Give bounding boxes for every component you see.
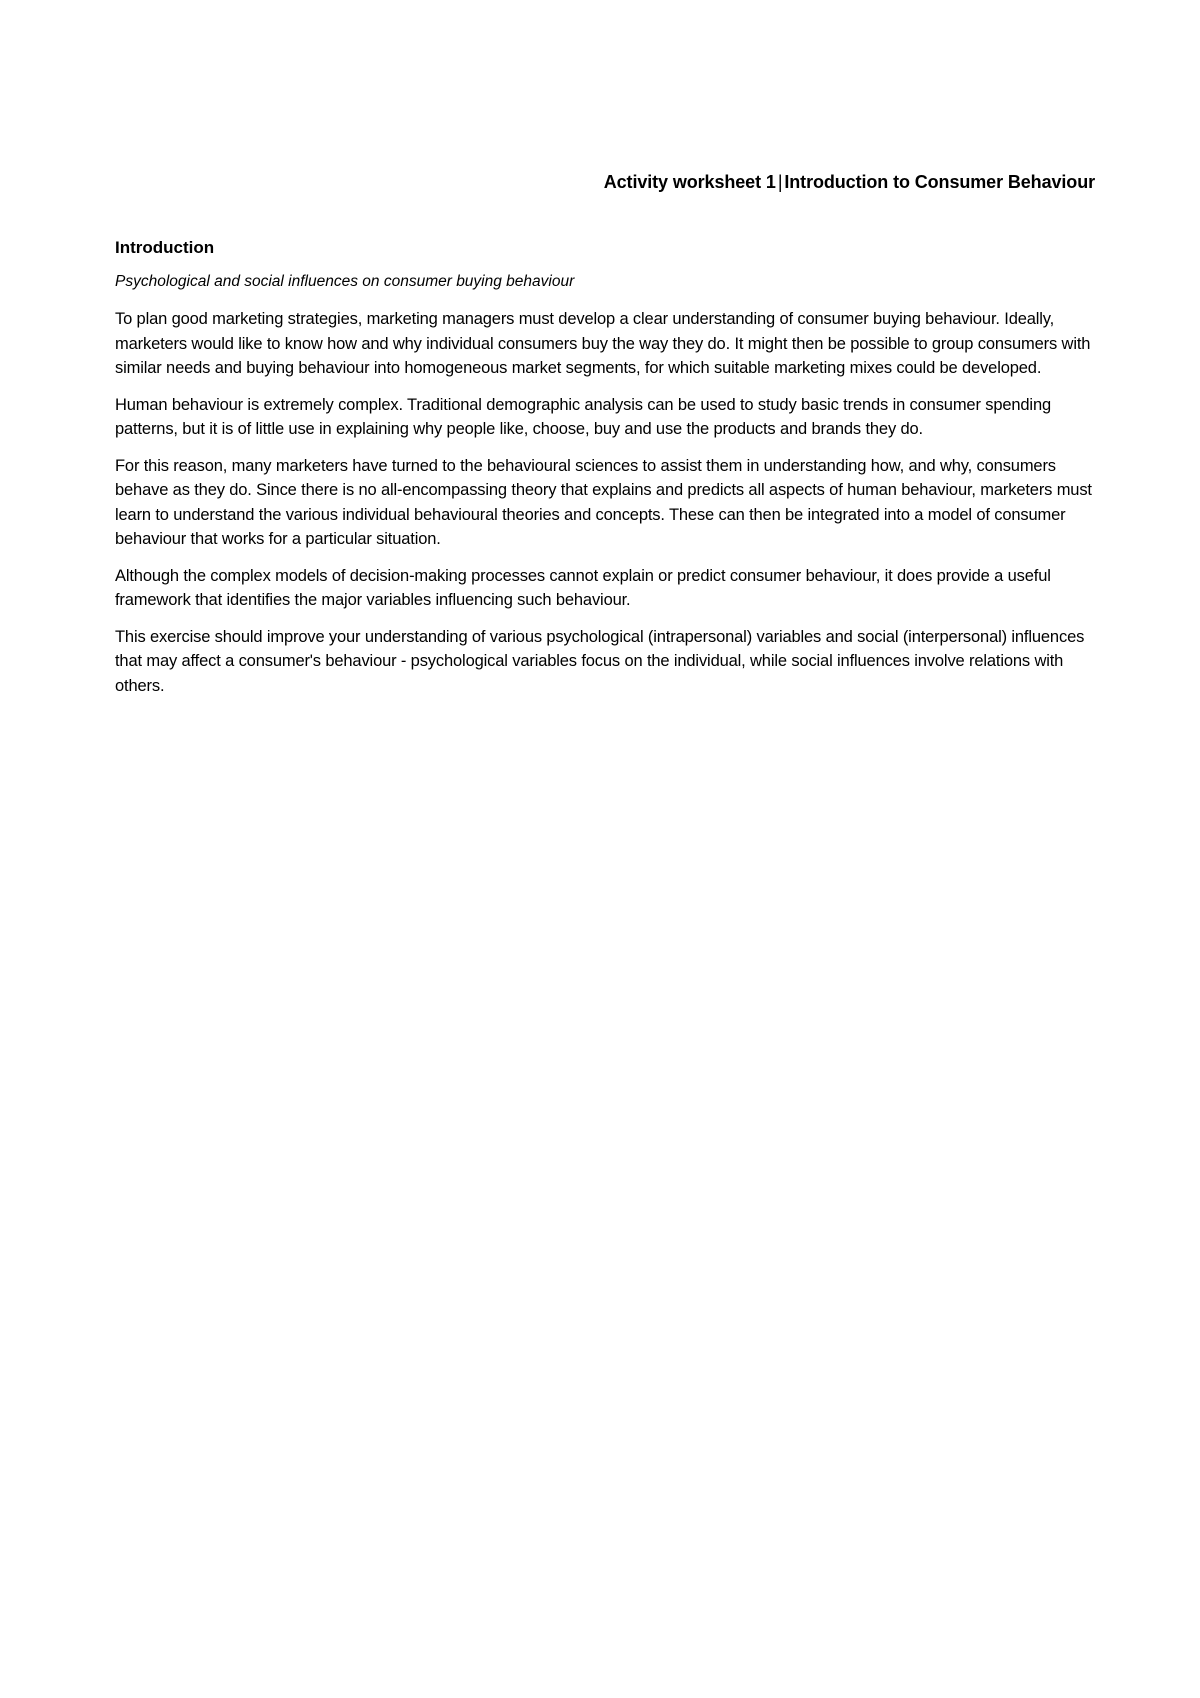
header-worksheet-label: Activity worksheet 1 (603, 172, 776, 192)
section-title: Introduction (115, 238, 215, 257)
paragraph: This exercise should improve your understanding of various psychological (intrapersonal) variables and social (interpersonal) influences that may affect a consumer's behaviour - psychological variables focus on the individual, while social influences involve relations with others. (115, 627, 1085, 695)
paragraph: For this reason, many marketers have turned to the behavioural sciences to assist them in understanding how, and why, consumers behave as they do. Since there is no all-encompassing theory that explains and predicts all aspects of human behaviour, marketers must learn to understand the various individual behavioural theories and concepts. These can then be integrated into a model of consumer behaviour that works for a particular situation. (115, 456, 1092, 548)
header-separator: | (777, 172, 783, 192)
paragraph: Human behaviour is extremely complex. Traditional demographic analysis can be used to study basic trends in consumer spending patterns, but it is of little use in explaining why people like, choose, buy and use the products and brands they do. (115, 395, 1052, 438)
paragraph: To plan good marketing strategies, marketing managers must develop a clear understanding of consumer buying behaviour. Ideally, marketers would like to know how and why individual consumers buy the way they do. It might then be possible to group consumers with similar needs and buying behaviour into homogeneous market segments, for which suitable marketing mixes could be developed. (115, 310, 1091, 377)
document-body (115, 238, 1100, 710)
section-subtitle: Psychological and social influences on consumer buying behaviour (115, 273, 575, 290)
header-topic-label: Introduction to Consumer Behaviour (784, 172, 1095, 192)
paragraph: Although the complex models of decision-making processes cannot explain or predict consumer behaviour, it does provide a useful framework that identifies the major variables influencing such behaviour. (115, 566, 1051, 609)
page-header (604, 172, 1095, 193)
